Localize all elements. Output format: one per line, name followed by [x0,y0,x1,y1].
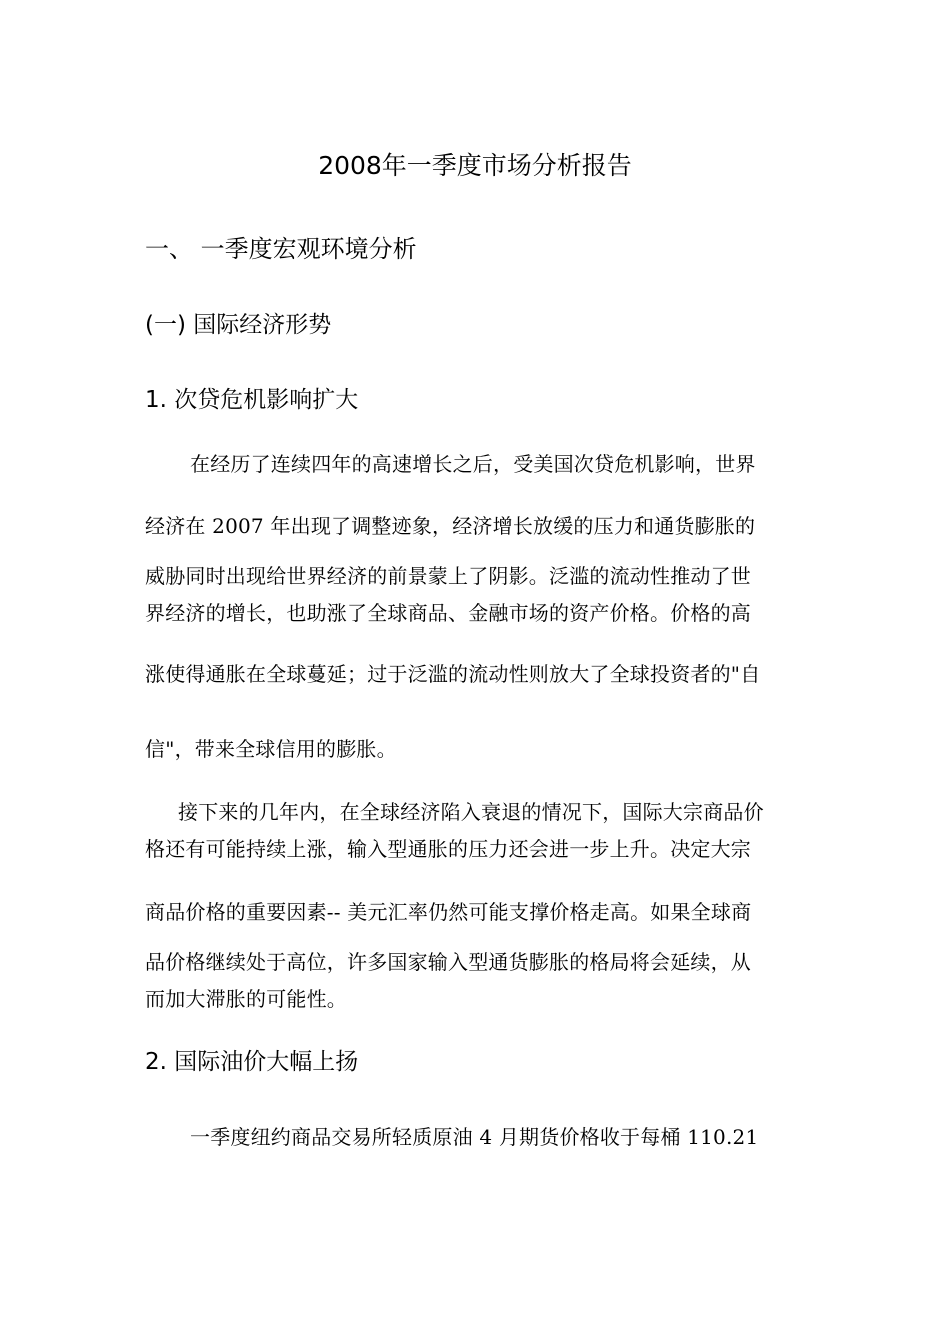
item-heading-2: 2. 国际油价大幅上扬 [145,1049,359,1075]
paragraph-2-line: 而加大滞胀的可能性。 [145,987,347,1011]
item-heading-1: 1. 次贷危机影响扩大 [145,387,359,413]
paragraph-2-line: 品价格继续处于高位，许多国家输入型通货膨胀的格局将会延续，从 [145,950,751,974]
subsection-heading: (一) 国际经济形势 [145,312,332,338]
paragraph-1-line: 涨使得通胀在全球蔓延；过于泛滥的流动性则放大了全球投资者的"自 [145,662,761,686]
paragraph-1-line: 信"，带来全球信用的膨胀。 [145,737,397,761]
paragraph-1-line: 经济在 2007 年出现了调整迹象，经济增长放缓的压力和通货膨胀的 [145,514,756,538]
paragraph-1-line: 在经历了连续四年的高速增长之后，受美国次贷危机影响，世界 [190,452,756,476]
paragraph-1-line: 威胁同时出现给世界经济的前景蒙上了阴影。泛滥的流动性推动了世 [145,564,751,588]
paragraph-1-line: 界经济的增长，也助涨了全球商品、金融市场的资产价格。价格的高 [145,601,751,625]
paragraph-2-line: 接下来的几年内，在全球经济陷入衰退的情况下，国际大宗商品价 [178,800,764,824]
section-heading: 一、 一季度宏观环境分析 [145,235,417,263]
document-title: 2008年一季度市场分析报告 [318,151,632,180]
paragraph-2-line: 商品价格的重要因素-- 美元汇率仍然可能支撑价格走高。如果全球商 [145,900,752,924]
paragraph-3-line: 一季度纽约商品交易所轻质原油 4 月期货价格收于每桶 110.21 [190,1125,759,1149]
paragraph-2-line: 格还有可能持续上涨，输入型通胀的压力还会进一步上升。决定大宗 [145,837,751,861]
